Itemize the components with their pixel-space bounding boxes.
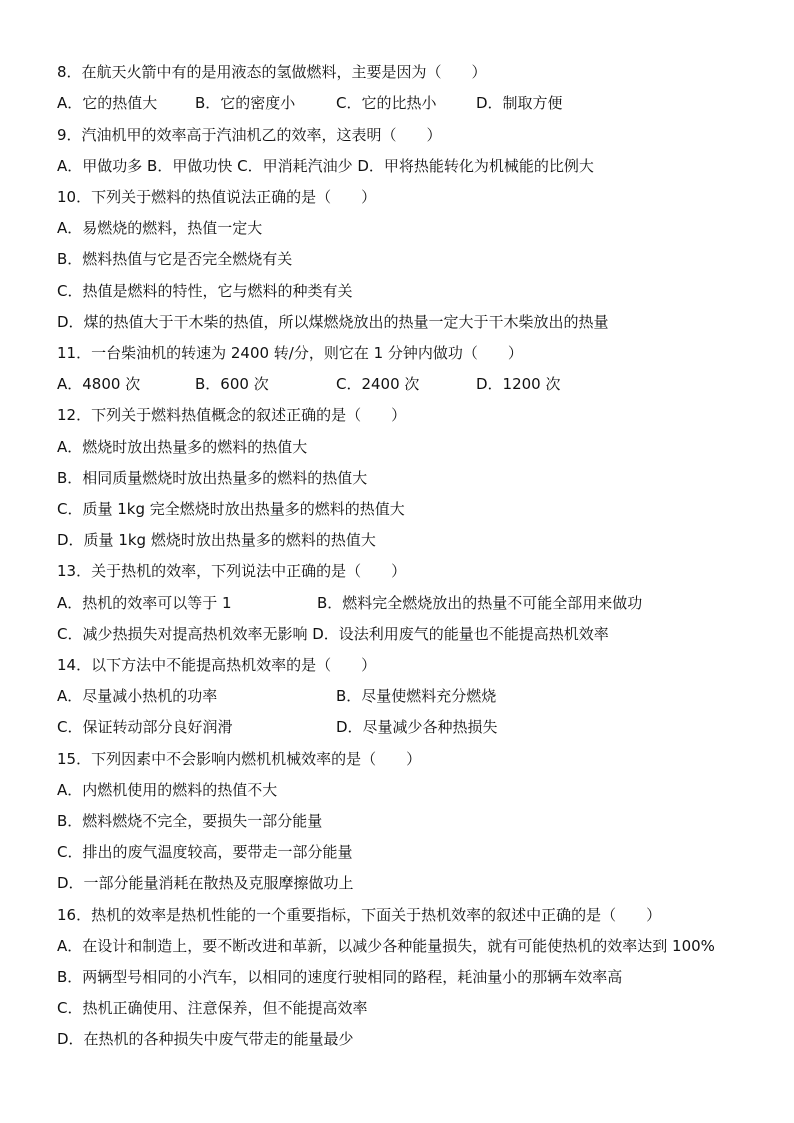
question-15-option-b: B．燃料燃烧不完全，要损失一部分能量 <box>57 812 323 830</box>
question-12-option-c: C．质量 1kg 完全燃烧时放出热量多的燃料的热值大 <box>57 500 405 518</box>
question-10-option-a: A．易燃烧的燃料，热值一定大 <box>57 219 263 237</box>
question-14-stem: 14．以下方法中不能提高热机效率的是（ ） <box>57 656 377 674</box>
question-11-option-d: D．1200 次 <box>476 375 561 393</box>
question-14-option-d: D．尽量减少各种热损失 <box>336 718 498 736</box>
question-8-option-b: B．它的密度小 <box>195 94 296 112</box>
question-14-option-a: A．尽量减小热机的功率 <box>57 687 218 705</box>
question-11-stem: 11．一台柴油机的转速为 2400 转/分，则它在 1 分钟内做功（ ） <box>57 344 523 362</box>
question-11-option-b: B．600 次 <box>195 375 269 393</box>
question-13-option-a: A．热机的效率可以等于 1 <box>57 594 232 612</box>
question-11-option-a: A．4800 次 <box>57 375 141 393</box>
question-16-option-d: D．在热机的各种损失中废气带走的能量最少 <box>57 1030 354 1048</box>
question-12-option-b: B．相同质量燃烧时放出热量多的燃料的热值大 <box>57 469 368 487</box>
question-12-option-d: D．质量 1kg 燃烧时放出热量多的燃料的热值大 <box>57 531 376 549</box>
question-14-option-b: B．尽量使燃料充分燃烧 <box>336 687 497 705</box>
question-12-stem: 12．下列关于燃料热值概念的叙述正确的是（ ） <box>57 406 407 424</box>
question-15-option-d: D．一部分能量消耗在散热及克服摩擦做功上 <box>57 874 354 892</box>
question-13-option-b: B．燃料完全燃烧放出的热量不可能全部用来做功 <box>317 594 643 612</box>
question-15-stem: 15．下列因素中不会影响内燃机机械效率的是（ ） <box>57 750 422 768</box>
question-10-option-d: D．煤的热值大于干木柴的热值，所以煤燃烧放出的热量一定大于干木柴放出的热量 <box>57 313 609 331</box>
question-8-option-a: A．它的热值大 <box>57 94 158 112</box>
question-11-option-c: C．2400 次 <box>336 375 420 393</box>
question-16-option-b: B．两辆型号相同的小汽车，以相同的速度行驶相同的路程，耗油量小的那辆车效率高 <box>57 968 623 986</box>
question-8-option-d: D．制取方便 <box>476 94 563 112</box>
question-14-option-c: C．保证转动部分良好润滑 <box>57 718 233 736</box>
question-15-option-a: A．内燃机使用的燃料的热值不大 <box>57 781 278 799</box>
question-10-option-c: C．热值是燃料的特性，它与燃料的种类有关 <box>57 282 353 300</box>
question-16-option-c: C．热机正确使用、注意保养，但不能提高效率 <box>57 999 368 1017</box>
question-12-option-a: A．燃烧时放出热量多的燃料的热值大 <box>57 438 308 456</box>
question-10-option-b: B．燃料热值与它是否完全燃烧有关 <box>57 250 293 268</box>
question-16-option-a: A．在设计和制造上，要不断改进和革新，以减少各种能量损失，就有可能使热机的效率达到 100% <box>57 937 715 955</box>
question-13-options-c-d: C．减少热损失对提高热机效率无影响 D．设法利用废气的能量也不能提高热机效率 <box>57 625 609 643</box>
question-10-stem: 10．下列关于燃料的热值说法正确的是（ ） <box>57 188 377 206</box>
question-8-stem: 8．在航天火箭中有的是用液态的氢做燃料，主要是因为（ ） <box>57 63 487 81</box>
question-13-stem: 13．关于热机的效率，下列说法中正确的是（ ） <box>57 562 407 580</box>
question-8-option-c: C．它的比热小 <box>336 94 437 112</box>
question-9-stem: 9．汽油机甲的效率高于汽油机乙的效率，这表明（ ） <box>57 126 442 144</box>
question-15-option-c: C．排出的废气温度较高，要带走一部分能量 <box>57 843 353 861</box>
question-9-options: A．甲做功多 B．甲做功快 C．甲消耗汽油少 D．甲将热能转化为机械能的比例大 <box>57 157 594 175</box>
question-16-stem: 16．热机的效率是热机性能的一个重要指标，下面关于热机效率的叙述中正确的是（ ） <box>57 906 662 924</box>
